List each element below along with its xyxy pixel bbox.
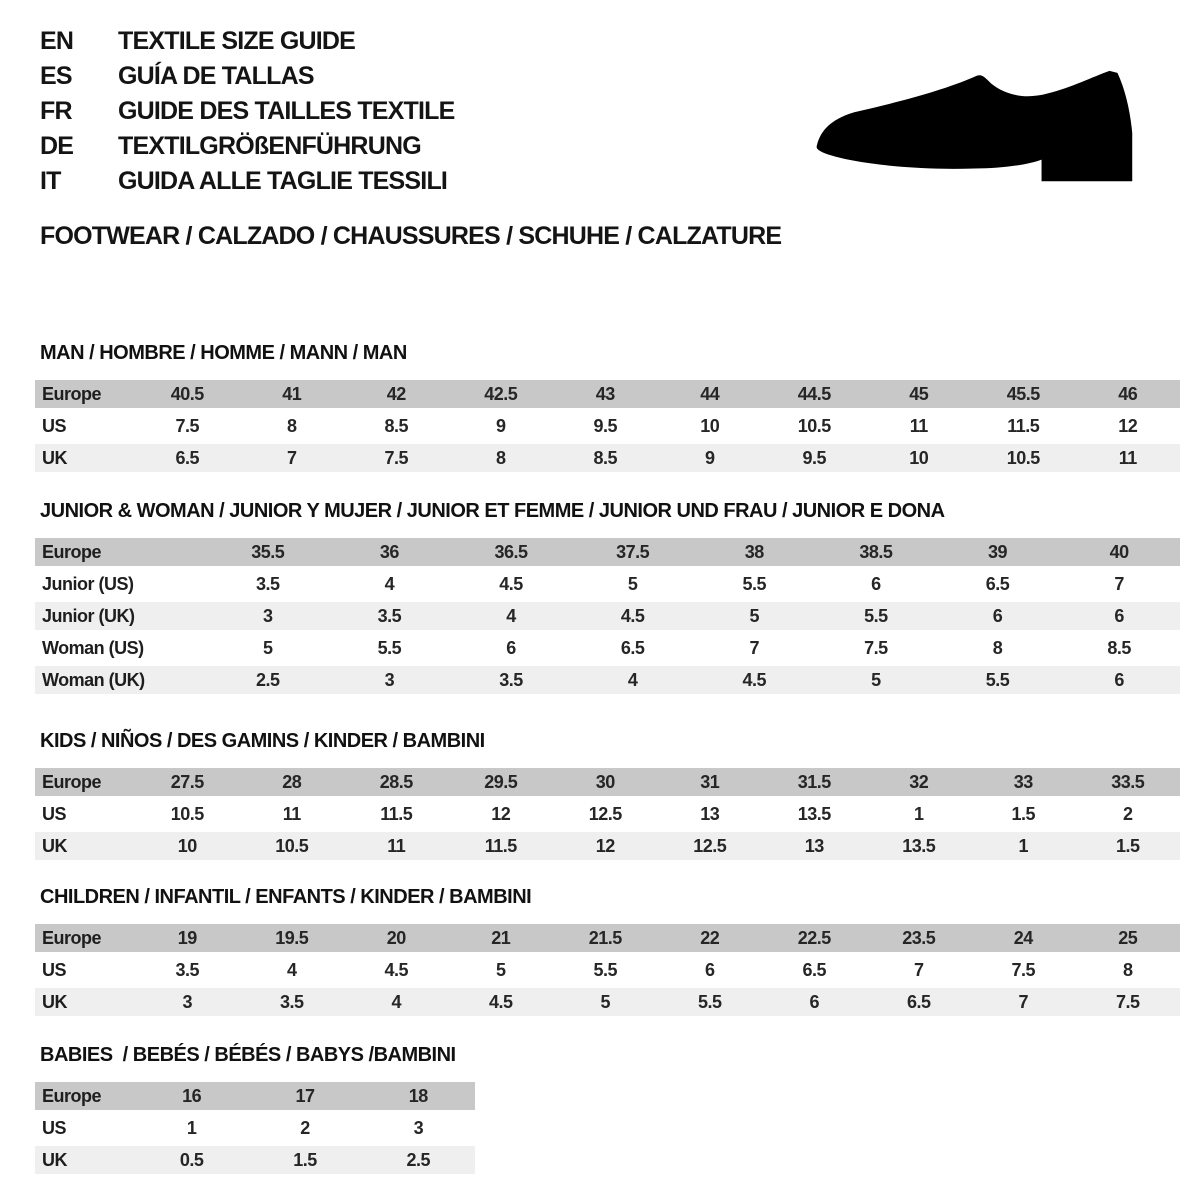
language-code: DE: [40, 132, 74, 160]
size-cell: 39: [988, 541, 1008, 562]
size-cell: 7: [286, 447, 297, 468]
size-cell: 8: [1122, 959, 1133, 980]
size-cell: 9: [495, 415, 506, 436]
size-cell: 31: [700, 771, 720, 792]
size-section: [35, 730, 1180, 860]
language-title: GUIDA ALLE TAGLIE TESSILI: [118, 167, 448, 195]
size-cell: 8.5: [1107, 637, 1131, 658]
dress-shoe-silhouette-graphic: [803, 56, 1148, 206]
size-cell: 6: [809, 991, 819, 1012]
size-cell: 36: [379, 541, 399, 562]
size-cell: 38: [744, 541, 764, 562]
size-cell: 21.5: [588, 927, 622, 948]
size-cell: 4.5: [742, 669, 767, 690]
size-cell: 10.5: [170, 803, 204, 824]
language-title: GUIDE DES TAILLES TEXTILE: [118, 97, 455, 125]
size-cell: 21: [491, 927, 511, 948]
size-cell: 7.5: [1115, 991, 1140, 1012]
size-cell: 1: [913, 803, 924, 824]
table-row: [35, 444, 1180, 472]
size-cell: 8.5: [593, 447, 618, 468]
size-cell: 5.5: [377, 637, 402, 658]
size-cell: 44.5: [797, 383, 831, 404]
size-cell: 29.5: [484, 771, 518, 792]
size-cell: 1: [1018, 835, 1028, 856]
size-table: [35, 768, 1180, 860]
size-cell: 4: [286, 959, 297, 980]
size-cell: 41: [282, 383, 302, 404]
size-cell: 9: [704, 447, 715, 468]
size-cell: 11.5: [484, 835, 517, 856]
size-cell: 33: [1013, 771, 1033, 792]
size-cell: 3: [384, 669, 395, 690]
language-title: GUÍA DE TALLAS: [118, 62, 314, 90]
size-cell: 3.5: [175, 959, 200, 980]
language-code: IT: [40, 167, 61, 195]
size-cell: 9.5: [593, 415, 618, 436]
section-title: CHILDREN / INFANTIL / ENFANTS / KINDER / BAMBINI: [40, 886, 532, 908]
size-cell: 12: [595, 835, 615, 856]
size-cell: 7.5: [1011, 959, 1036, 980]
table-row: [35, 1082, 475, 1110]
size-cell: 12: [491, 803, 511, 824]
table-row: [35, 956, 1180, 984]
size-cell: 10.5: [275, 835, 309, 856]
language-code: EN: [40, 27, 74, 55]
row-label: Europe: [42, 541, 102, 562]
size-cell: 23.5: [902, 927, 936, 948]
size-cell: 7.5: [864, 637, 888, 658]
size-cell: 10: [909, 447, 929, 468]
size-cell: 3: [263, 605, 273, 626]
size-cell: 8: [495, 447, 506, 468]
size-cell: 8: [992, 637, 1003, 658]
size-cell: 12.5: [588, 803, 622, 824]
table-row: [35, 666, 1180, 694]
size-cell: 4.5: [488, 991, 513, 1012]
size-cell: 30: [595, 771, 615, 792]
size-cell: 19: [177, 927, 197, 948]
size-cell: 5.5: [742, 573, 767, 594]
size-cell: 8.5: [384, 415, 409, 436]
language-row: [40, 24, 455, 59]
size-cell: 24: [1013, 927, 1033, 948]
size-cell: 40.5: [170, 383, 204, 404]
row-label: Junior (US): [42, 573, 134, 594]
size-cell: 5: [600, 991, 610, 1012]
table-row: [35, 924, 1180, 952]
section-title: MAN / HOMBRE / HOMME / MANN / MAN: [40, 342, 407, 364]
row-label: Woman (UK): [42, 669, 145, 690]
size-cell: 10.5: [797, 415, 831, 436]
size-cell: 28: [282, 771, 302, 792]
language-row: [40, 59, 455, 94]
size-cell: 42: [386, 383, 406, 404]
size-cell: 1.5: [1011, 803, 1036, 824]
row-label: Junior (UK): [42, 605, 135, 626]
size-cell: 11: [282, 803, 301, 824]
size-cell: 5: [871, 669, 881, 690]
size-cell: 5.5: [697, 991, 722, 1012]
size-table: [35, 924, 1180, 1016]
table-row: [35, 602, 1180, 630]
row-label: UK: [42, 835, 67, 856]
size-cell: 3.5: [377, 605, 402, 626]
section-title: BABIES / BEBÉS / BÉBÉS / BABYS /BAMBINI: [40, 1044, 456, 1066]
size-cell: 2.5: [256, 669, 280, 690]
row-label: US: [42, 1117, 67, 1138]
size-cell: 13: [700, 803, 720, 824]
size-cell: 7.5: [175, 415, 200, 436]
row-label: US: [42, 803, 67, 824]
size-cell: 37.5: [616, 541, 650, 562]
size-cell: 13.5: [902, 835, 936, 856]
language-code: FR: [40, 97, 72, 125]
size-cell: 2: [1122, 803, 1133, 824]
table-row: [35, 1114, 475, 1142]
size-cell: 3: [182, 991, 192, 1012]
size-cell: 38.5: [859, 541, 893, 562]
language-title-block: [40, 24, 455, 199]
size-cell: 10: [700, 415, 720, 436]
row-label: Europe: [42, 771, 102, 792]
size-cell: 5.5: [864, 605, 888, 626]
size-cell: 6: [704, 959, 715, 980]
size-section: [35, 500, 1180, 694]
size-cell: 6: [1114, 669, 1124, 690]
language-row: [40, 164, 455, 199]
size-cell: 11: [387, 835, 406, 856]
size-table: [35, 1082, 475, 1174]
size-cell: 4: [391, 991, 401, 1012]
size-cell: 10.5: [1006, 447, 1040, 468]
size-cell: 6: [871, 573, 881, 594]
size-cell: 18: [408, 1085, 428, 1106]
section-title: KIDS / NIÑOS / DES GAMINS / KINDER / BAMBINI: [40, 730, 485, 752]
size-cell: 7: [749, 637, 760, 658]
size-cell: 6: [1114, 605, 1124, 626]
size-cell: 6.5: [620, 637, 645, 658]
row-label: Europe: [42, 383, 102, 404]
size-cell: 1.5: [293, 1149, 317, 1170]
table-row: [35, 1146, 475, 1174]
size-cell: 8: [286, 415, 297, 436]
size-cell: 4.5: [499, 573, 523, 594]
size-cell: 45: [909, 383, 929, 404]
size-cell: 6.5: [175, 447, 200, 468]
size-section: [35, 886, 1180, 1016]
size-cell: 3: [413, 1117, 424, 1138]
size-cell: 7: [913, 959, 924, 980]
size-cell: 43: [595, 383, 615, 404]
size-cell: 17: [295, 1085, 315, 1106]
size-cell: 1.5: [1115, 835, 1140, 856]
table-row: [35, 380, 1180, 408]
size-cell: 44: [700, 383, 720, 404]
language-row: [40, 129, 455, 164]
table-row: [35, 634, 1180, 662]
size-cell: 0.5: [179, 1149, 204, 1170]
table-row: [35, 768, 1180, 796]
size-cell: 12.5: [693, 835, 727, 856]
size-cell: 33.5: [1111, 771, 1145, 792]
size-cell: 2: [300, 1117, 310, 1138]
size-cell: 10: [177, 835, 197, 856]
size-cell: 6.5: [906, 991, 931, 1012]
size-table: [35, 538, 1180, 694]
row-label: US: [42, 415, 67, 436]
size-cell: 4: [384, 573, 395, 594]
table-row: [35, 988, 1180, 1016]
size-cell: 25: [1118, 927, 1138, 948]
size-cell: 11: [909, 415, 928, 436]
size-cell: 4.5: [384, 959, 409, 980]
size-cell: 6.5: [985, 573, 1010, 594]
size-cell: 13.5: [797, 803, 831, 824]
size-cell: 27.5: [170, 771, 204, 792]
size-cell: 5: [749, 605, 760, 626]
row-label: Europe: [42, 927, 102, 948]
section-title: JUNIOR & WOMAN / JUNIOR Y MUJER / JUNIOR ET FEMME / JUNIOR UND FRAU / JUNIOR E DONA: [40, 500, 945, 522]
size-cell: 13: [804, 835, 824, 856]
size-cell: 36.5: [494, 541, 528, 562]
size-cell: 22.5: [797, 927, 831, 948]
size-cell: 3.5: [499, 669, 523, 690]
row-label: UK: [42, 991, 67, 1012]
table-row: [35, 538, 1180, 566]
size-cell: 4: [627, 669, 638, 690]
size-cell: 5: [627, 573, 638, 594]
shoe-icon: [803, 56, 1148, 206]
size-cell: 32: [909, 771, 929, 792]
size-cell: 11: [1118, 447, 1137, 468]
size-table: [35, 380, 1180, 472]
size-cell: 5.5: [985, 669, 1010, 690]
language-title: TEXTILGRÖßENFÜHRUNG: [118, 132, 421, 160]
size-cell: 1: [186, 1117, 197, 1138]
size-cell: 46: [1118, 383, 1138, 404]
row-label: US: [42, 959, 67, 980]
size-cell: 2.5: [406, 1149, 431, 1170]
language-title: TEXTILE SIZE GUIDE: [118, 27, 356, 55]
size-cell: 12: [1118, 415, 1138, 436]
table-row: [35, 800, 1180, 828]
language-code: ES: [40, 62, 72, 90]
size-cell: 3.5: [279, 991, 304, 1012]
size-cell: 20: [386, 927, 406, 948]
size-cell: 35.5: [251, 541, 285, 562]
size-cell: 31.5: [797, 771, 831, 792]
size-cell: 6: [506, 637, 516, 658]
table-row: [35, 832, 1180, 860]
size-cell: 4.5: [620, 605, 645, 626]
size-cell: 9.5: [802, 447, 827, 468]
row-label: UK: [42, 447, 67, 468]
size-cell: 22: [700, 927, 720, 948]
size-cell: 5: [263, 637, 273, 658]
size-cell: 5: [495, 959, 506, 980]
size-cell: 5.5: [593, 959, 618, 980]
size-cell: 7: [1018, 991, 1028, 1012]
size-section: [35, 342, 1180, 472]
row-label: Europe: [42, 1085, 102, 1106]
size-tables-container: [35, 342, 1180, 1200]
size-cell: 3.5: [256, 573, 280, 594]
size-cell: 7.5: [384, 447, 409, 468]
size-cell: 4: [506, 605, 516, 626]
size-cell: 11.5: [380, 803, 413, 824]
size-cell: 19.5: [275, 927, 309, 948]
table-row: [35, 570, 1180, 598]
size-section: [35, 1044, 1180, 1174]
category-heading: FOOTWEAR / CALZADO / CHAUSSURES / SCHUHE / CALZATURE: [40, 222, 782, 250]
size-cell: 16: [182, 1085, 202, 1106]
size-cell: 45.5: [1006, 383, 1040, 404]
size-cell: 6: [992, 605, 1003, 626]
row-label: Woman (US): [42, 637, 144, 658]
size-cell: 7: [1114, 573, 1124, 594]
size-cell: 40: [1109, 541, 1129, 562]
size-cell: 6.5: [802, 959, 827, 980]
row-label: UK: [42, 1149, 67, 1170]
size-cell: 11.5: [1007, 415, 1040, 436]
size-cell: 28.5: [379, 771, 413, 792]
table-row: [35, 412, 1180, 440]
language-row: [40, 94, 455, 129]
size-cell: 42.5: [484, 383, 518, 404]
